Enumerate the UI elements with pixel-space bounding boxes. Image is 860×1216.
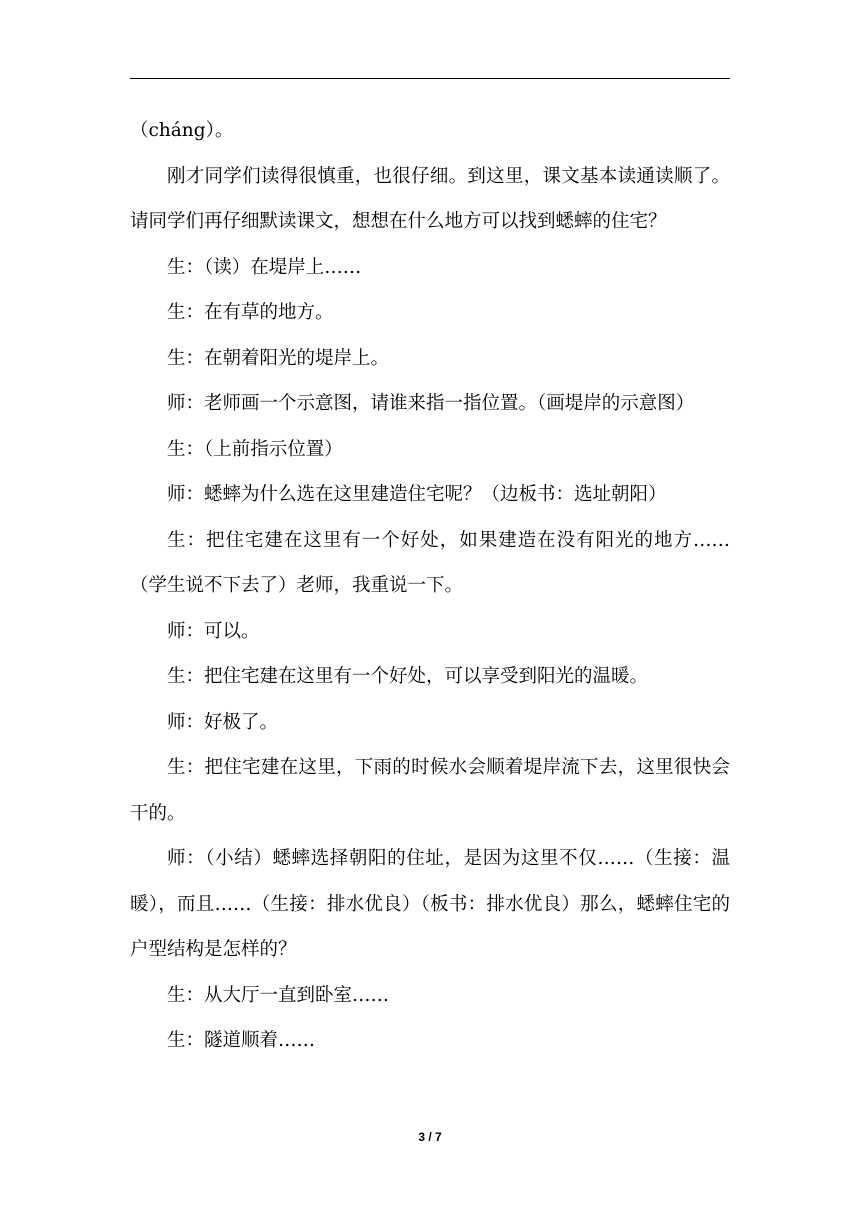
- paragraph: 师：可以。: [167, 620, 260, 642]
- paragraph: 生：在有草的地方。: [167, 302, 334, 323]
- paragraph: 生：把住宅建在这里有一个好处，可以享受到阳光的温暖。: [167, 666, 649, 687]
- paragraph: 生：（读）在堤岸上……: [167, 256, 362, 278]
- paragraph: 生：把住宅建在这里，下雨的时候水会顺着堤岸流下去，这里很快会干的。: [130, 757, 730, 824]
- paragraph: 生：在朝着阳光的堤岸上。: [167, 347, 390, 369]
- paragraph: （cháng）。: [130, 120, 234, 141]
- page-number: 3 / 7: [418, 1130, 442, 1144]
- header-rule: [130, 78, 730, 79]
- paragraph: 生：（上前指示位置）: [167, 438, 343, 460]
- paragraph: 生：隧道顺着……: [167, 1030, 316, 1051]
- document-body: [130, 108, 730, 1064]
- paragraph: 生：从大厅一直到卧室……: [167, 984, 390, 1006]
- paragraph: 师：好极了。: [167, 711, 279, 733]
- paragraph: 师：蟋蟀为什么选在这里建造住宅呢？（边板书：选址朝阳）: [167, 484, 667, 505]
- paragraph: 师：老师画一个示意图，请谁来指一指位置。（画堤岸的示意图）: [167, 393, 695, 414]
- paragraph: 生：把住宅建在这里有一个好处，如果建造在没有阳光的地方……（学生说不下去了）老师，我重说一下。: [130, 529, 730, 596]
- paragraph: 师：（小结）蟋蟀选择朝阳的住址，是因为这里不仅……（生接：温暖），而且……（生接：排水优良）（板书：排水优良）那么，蟋蟀住宅的户型结构是怎样的？: [130, 848, 730, 960]
- paragraph: 刚才同学们读得很慎重，也很仔细。到这里，课文基本读通读顺了。请同学们再仔细默读课文，想想在什么地方可以找到蟋蟀的住宅？: [130, 165, 730, 232]
